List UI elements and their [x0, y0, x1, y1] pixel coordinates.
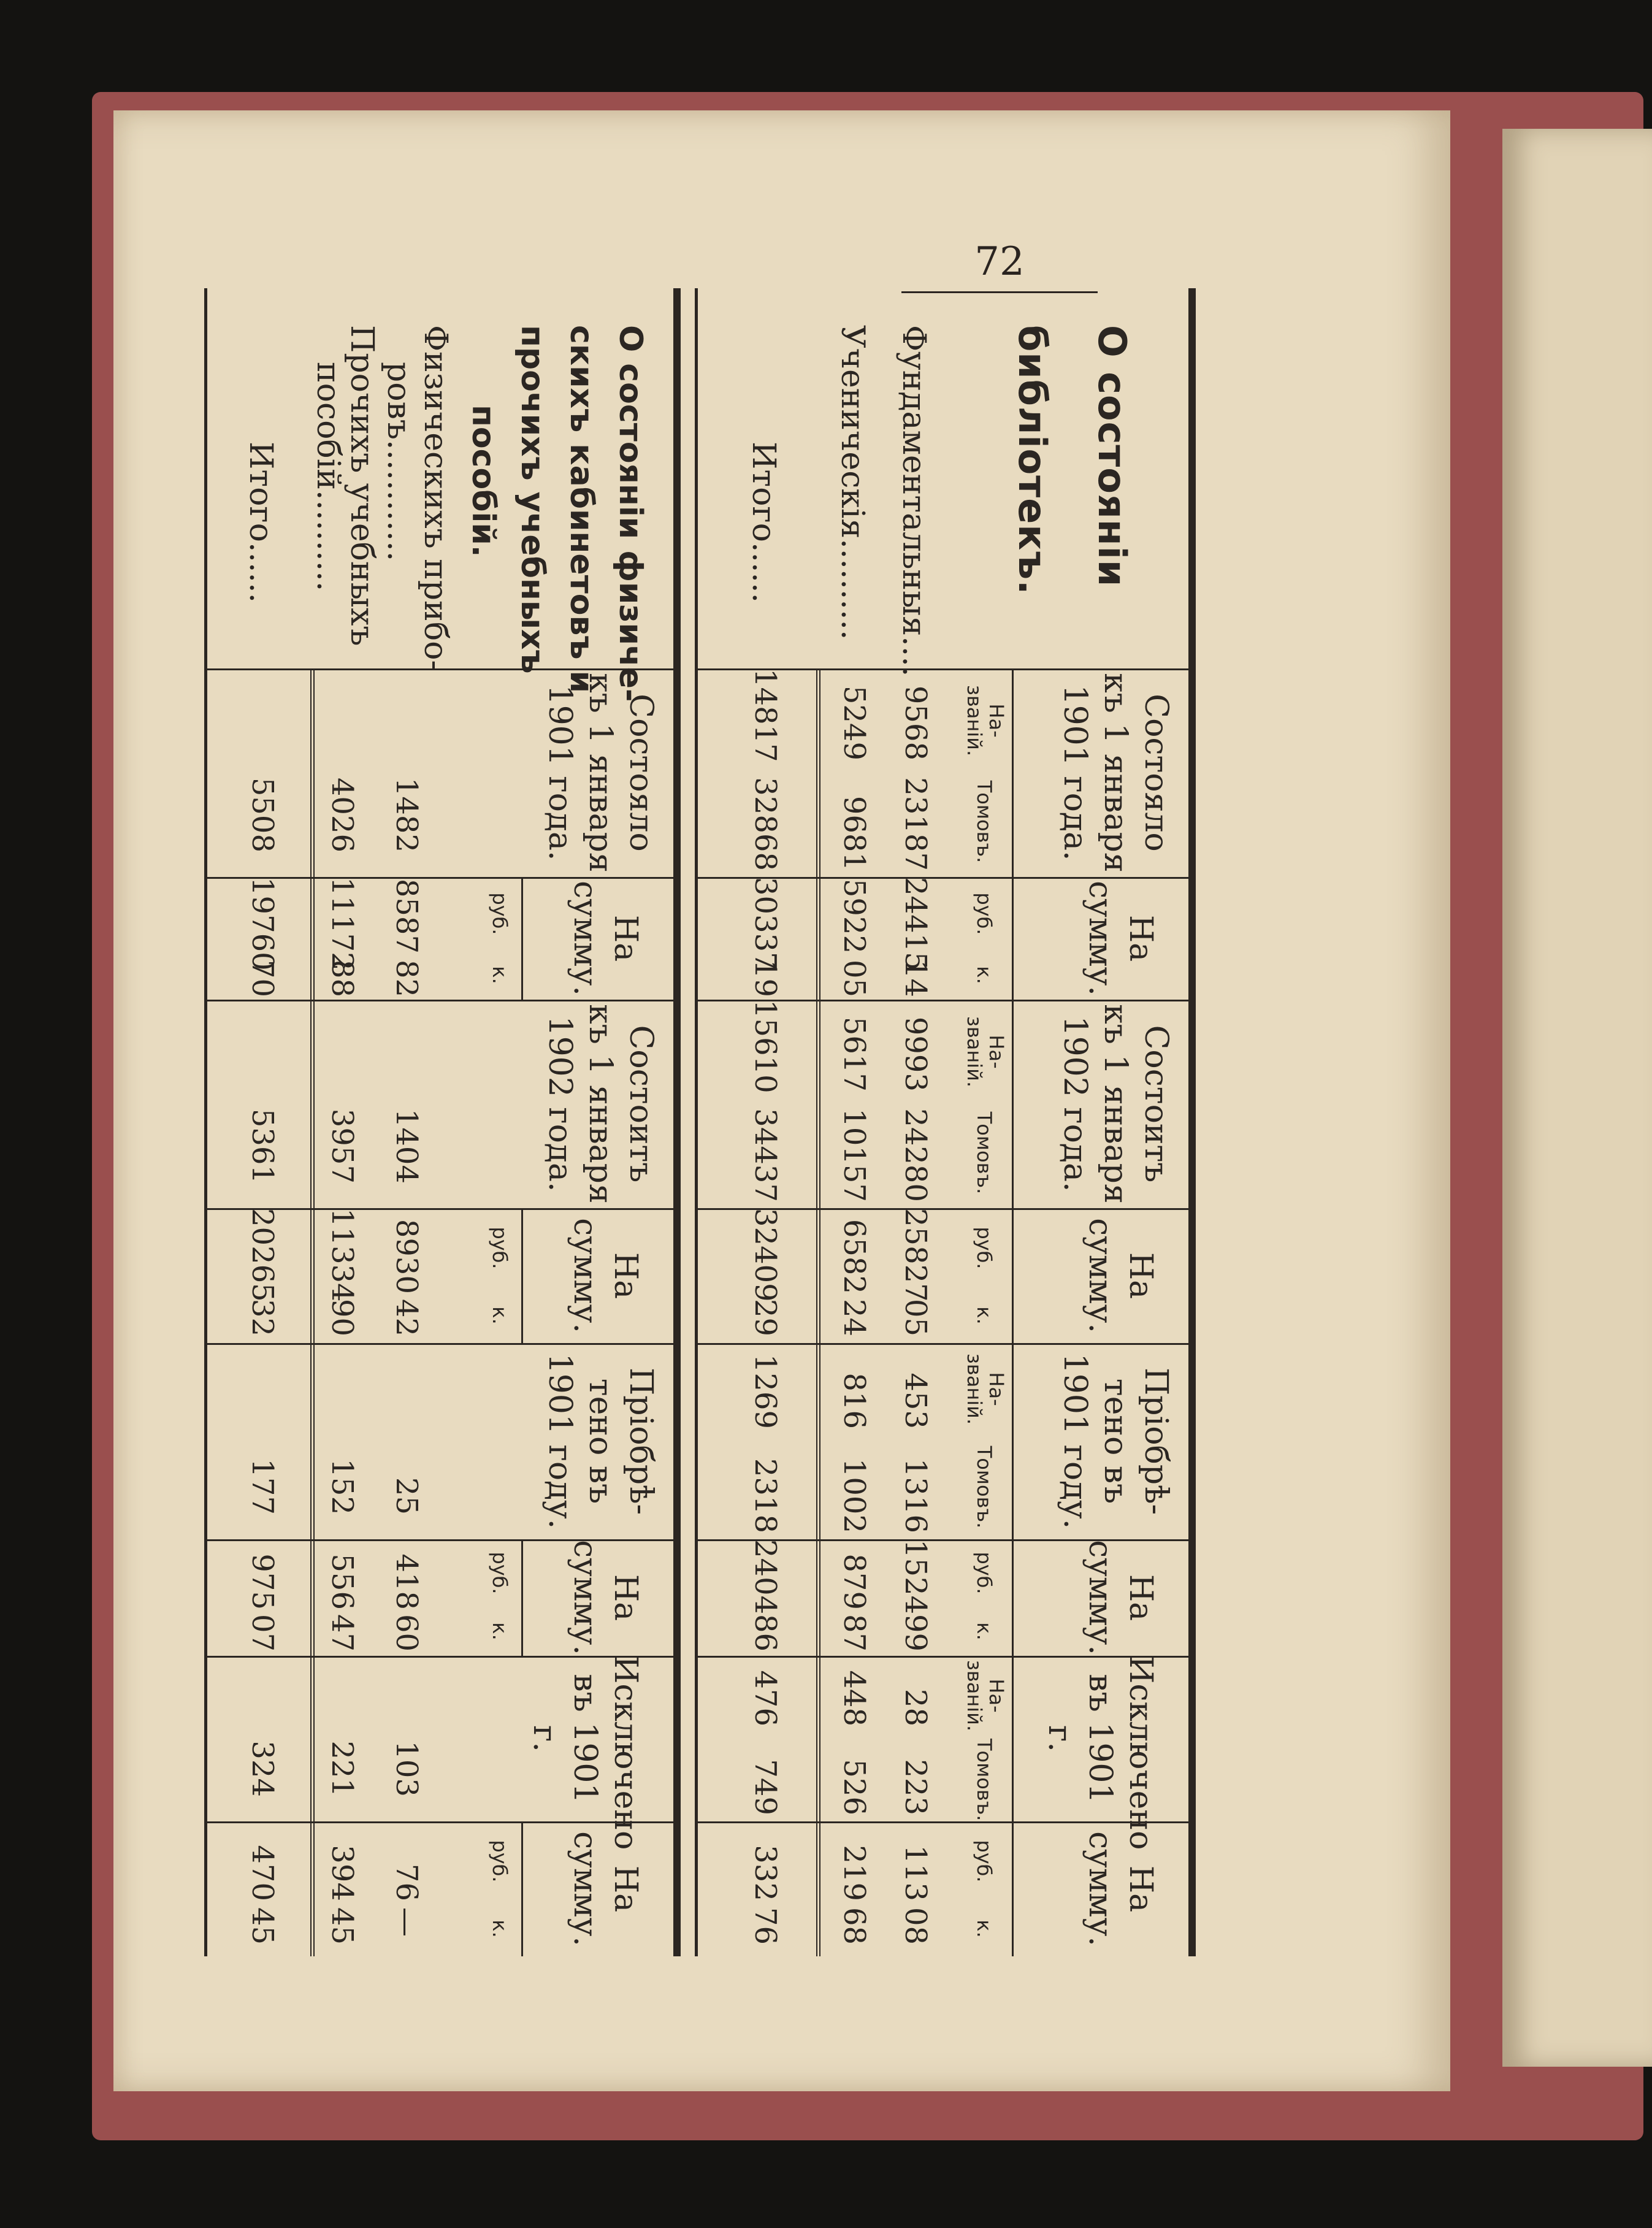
value: 25	[389, 1477, 424, 1515]
value: 25827	[898, 1208, 933, 1302]
facing-page	[1502, 129, 1652, 2067]
value: 9993	[898, 1016, 933, 1092]
header-col2: На сумму.	[567, 881, 644, 996]
value: 2318	[748, 1458, 782, 1533]
value: 42	[389, 1299, 424, 1337]
subheader-rub: руб.	[488, 1552, 511, 1594]
subheader-kop: к.	[973, 1622, 996, 1640]
value: 5361	[245, 1108, 280, 1184]
total-label: Итого......	[745, 442, 782, 603]
value: —	[389, 1907, 424, 1937]
total-rule	[816, 668, 820, 1956]
value: 86	[748, 1614, 782, 1652]
value: 88	[325, 960, 359, 998]
total-label: Итого......	[242, 442, 279, 603]
value: 476	[748, 1670, 782, 1726]
subheader-kop: к.	[973, 966, 996, 984]
value: 24415	[898, 877, 933, 971]
subheader-kop: к.	[973, 1306, 996, 1325]
value: 45	[245, 1907, 280, 1945]
value: 05	[837, 960, 871, 998]
value: 24	[837, 1299, 871, 1337]
value: 11172	[325, 877, 359, 971]
value: 1316	[898, 1458, 933, 1533]
value: 975	[245, 1553, 280, 1610]
header-col8: На сумму.	[567, 1831, 644, 1947]
value: 8587	[389, 878, 424, 954]
subheader-rub: руб.	[973, 892, 996, 935]
subheader-nazv: На-званiй.	[963, 1353, 1008, 1425]
header-col6: На сумму.	[567, 1540, 644, 1655]
header-col2: На сумму.	[1082, 881, 1159, 996]
value: 5249	[837, 685, 871, 760]
value: 4026	[325, 777, 359, 852]
subheader-rub: руб.	[488, 1840, 511, 1883]
header-rule	[521, 1821, 523, 1956]
value: 556	[325, 1553, 359, 1610]
value: 90	[325, 1299, 359, 1337]
value: 219	[837, 1845, 871, 1901]
value: 29	[748, 1299, 782, 1337]
subheader-kop: к.	[973, 1920, 996, 1938]
libraries-title-line2: библiотекъ.	[1010, 325, 1055, 595]
cabinets-title-line: пособiй.	[465, 405, 502, 557]
header-rule	[521, 1208, 523, 1343]
subheader-nazv: На-званiй.	[963, 1660, 1008, 1732]
value: 5922	[837, 878, 871, 954]
libraries-title-line1: О состоянiи	[1090, 325, 1134, 588]
header-col3: Состоитъ къ 1 января 1902 года.	[1057, 1004, 1174, 1204]
value: 20265	[245, 1208, 280, 1302]
subheader-rub: руб.	[488, 892, 511, 935]
row-label: ровъ............	[380, 362, 417, 562]
value: 816	[837, 1372, 871, 1429]
value: 70	[245, 960, 280, 998]
value: 5508	[245, 777, 280, 852]
row-label: Фундаментальныя....	[895, 325, 932, 677]
rotated-tables	[135, 288, 1196, 1956]
value: 05	[898, 1299, 933, 1337]
subheader-rub: руб.	[973, 1552, 996, 1594]
value: 15610	[748, 1000, 782, 1093]
subheader-rub: руб.	[488, 1227, 511, 1269]
header-col4: На сумму.	[1082, 1218, 1159, 1333]
value: 28	[898, 1688, 933, 1726]
value: 526	[837, 1759, 871, 1815]
subheader-tom: Томовъ.	[973, 780, 996, 863]
value: 418	[389, 1553, 424, 1610]
header-col4: На сумму.	[567, 1218, 644, 1333]
value: 5617	[837, 1016, 871, 1092]
header-col5: Прiобрѣ- тено въ 1901 году.	[1057, 1353, 1174, 1529]
value: 394	[325, 1845, 359, 1901]
value: 68	[837, 1907, 871, 1945]
value: 103	[389, 1740, 424, 1797]
value: 82	[389, 960, 424, 998]
value: 324	[245, 1740, 280, 1797]
subheader-tom: Томовъ.	[973, 1111, 996, 1195]
value: 76	[748, 1907, 782, 1945]
value: 221	[325, 1740, 359, 1797]
header-col7: Исключено въ 1901 г.	[1041, 1656, 1159, 1850]
subheader-kop: к.	[488, 1920, 511, 1938]
value: 9568	[898, 685, 933, 760]
subheader-tom: Томовъ.	[973, 1445, 996, 1529]
header-col1: Состояло къ 1 января 1901 года.	[1057, 673, 1174, 873]
cabinets-title-line: скихъ кабинетовъ и	[563, 325, 600, 693]
value: 14	[898, 960, 933, 998]
cabinets-title-line: О состоянiи физиче-	[612, 325, 649, 702]
value: 30337	[748, 877, 782, 971]
value: 07	[245, 1614, 280, 1652]
header-col6: На сумму.	[1082, 1540, 1159, 1655]
value: 453	[898, 1372, 933, 1429]
header-col7: Исключено въ 1901 г.	[526, 1656, 644, 1850]
subheader-kop: к.	[488, 966, 511, 984]
libraries-table	[695, 288, 1196, 1956]
value: 1002	[837, 1458, 871, 1533]
value: 10157	[837, 1108, 871, 1202]
header-col8: На сумму.	[1082, 1831, 1159, 1947]
value: 332	[748, 1845, 782, 1901]
row-label: пособiй..........	[310, 362, 346, 592]
value: 448	[837, 1670, 871, 1726]
header-rule	[1012, 668, 1014, 1956]
table-row	[310, 288, 380, 1956]
value: 6582	[837, 1219, 871, 1294]
value: 34437	[748, 1108, 782, 1202]
value: 45	[325, 1907, 359, 1945]
subheader-nazv: На-званiй.	[963, 684, 1008, 757]
header-col1: Состояло къ 1 января 1901 года.	[541, 673, 659, 873]
value: 32868	[748, 777, 782, 871]
row-label: Физическихъ прибо-	[417, 325, 454, 672]
value: 470	[245, 1845, 280, 1901]
value: 14817	[748, 668, 782, 762]
value: 19760	[245, 877, 280, 971]
subheader-nazv: На-званiй.	[963, 1016, 1008, 1088]
value: 08	[898, 1907, 933, 1945]
total-rule	[310, 668, 315, 1956]
value: 99	[898, 1614, 933, 1652]
value: 1269	[748, 1353, 782, 1429]
subheader-rub: руб.	[973, 1227, 996, 1269]
value: 1404	[389, 1108, 424, 1184]
value: 2404	[748, 1539, 782, 1615]
value: 32409	[748, 1208, 782, 1302]
header-col5: Прiобрѣ- тено въ 1901 году.	[541, 1353, 659, 1529]
header-col3: Состоитъ къ 1 января 1902 года.	[541, 1004, 659, 1204]
table-row	[891, 288, 934, 1956]
value: 113	[898, 1845, 933, 1901]
value: 32	[245, 1299, 280, 1337]
value: 8930	[389, 1219, 424, 1294]
page-number: 72	[974, 239, 1025, 285]
value: 87	[837, 1614, 871, 1652]
value: 11334	[325, 1208, 359, 1302]
value: 19	[748, 960, 782, 998]
subheader-kop: к.	[488, 1306, 511, 1325]
value: 1482	[389, 777, 424, 852]
value: 879	[837, 1553, 871, 1610]
value: 24280	[898, 1108, 933, 1202]
table-row	[830, 288, 873, 1956]
cabinets-title-line: прочихъ учебныхъ	[514, 325, 551, 674]
value: 23187	[898, 777, 933, 871]
cabinets-table	[204, 288, 681, 1956]
value: 9681	[837, 795, 871, 871]
value: 3957	[325, 1108, 359, 1184]
value: 152	[325, 1458, 359, 1515]
value: 749	[748, 1759, 782, 1815]
subheader-kop: к.	[488, 1622, 511, 1640]
header-rule	[521, 877, 523, 1000]
row-label: Прочихъ учебныхъ	[343, 325, 380, 646]
value: 47	[325, 1614, 359, 1652]
header-rule	[521, 1539, 523, 1656]
value: 60	[389, 1614, 424, 1652]
row-label: Ученическiя..........	[834, 325, 871, 640]
value: 1524	[898, 1539, 933, 1615]
subheader-tom: Томовъ.	[973, 1739, 996, 1821]
value: 177	[245, 1458, 280, 1515]
subheader-rub: руб.	[973, 1840, 996, 1883]
total-row	[741, 288, 784, 1956]
total-row	[238, 288, 281, 1956]
value: 76	[389, 1863, 424, 1901]
value: 223	[898, 1759, 933, 1815]
